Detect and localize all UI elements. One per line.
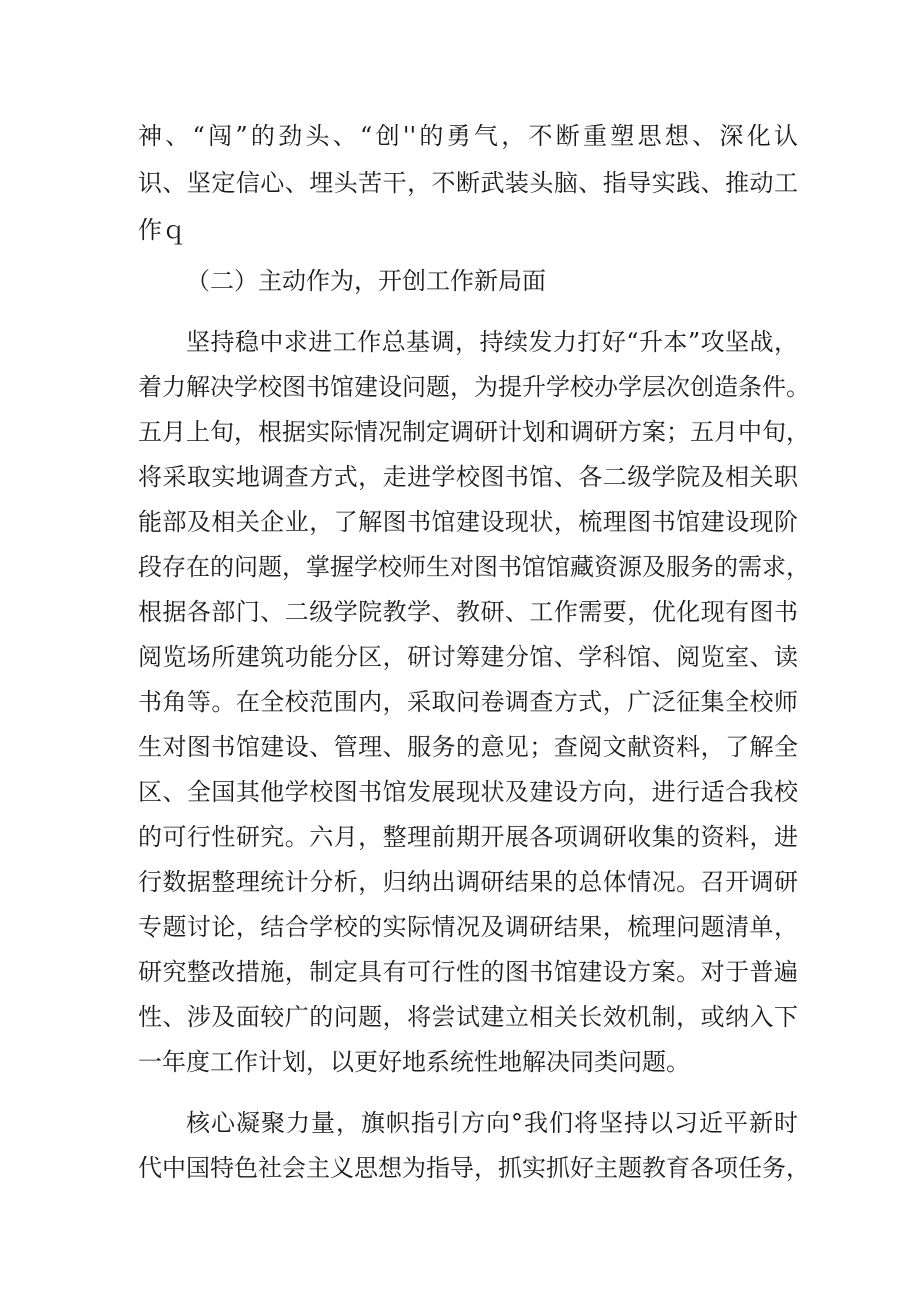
paragraph-2-line-1: 坚持稳中求进工作总基调，持续发力打好“升本”攻坚战， xyxy=(186,328,798,356)
paragraph-2-line-13: 行数据整理统计分析，归纳出调研结果的总体情况。召开调研 xyxy=(138,868,798,896)
paragraph-2-line-11: 区、全国其他学校图书馆发展现状及建设方向，进行适合我校 xyxy=(138,778,798,806)
paragraph-2-line-4: 将采取实地调查方式，走进学校图书馆、各二级学院及相关职 xyxy=(138,463,798,491)
paragraph-2-line-7: 根据各部门、二级学院教学、教研、工作需要，优化现有图书 xyxy=(138,598,798,626)
paragraph-2-line-12: 的可行性研究。六月，整理前期开展各项调研收集的资料，进 xyxy=(138,823,798,851)
paragraph-3-line-2: 代中国特色社会主义思想为指导，抓实抓好主题教育各项任务， xyxy=(138,1154,810,1182)
paragraph-2-line-2: 着力解决学校图书馆建设问题，为提升学校办学层次创造条件。 xyxy=(138,373,810,401)
paragraph-3-line-1: 核心凝聚力量，旗帜指引方向°我们将坚持以习近平新时 xyxy=(186,1109,798,1137)
paragraph-2-line-10: 生对图书馆建设、管理、服务的意见；查阅文献资料，了解全 xyxy=(138,733,798,761)
paragraph-2-line-5: 能部及相关企业，了解图书馆建设现状，梳理图书馆建设现阶 xyxy=(138,508,798,536)
paragraph-2-line-15: 研究整改措施，制定具有可行性的图书馆建设方案。对于普遍 xyxy=(138,958,798,986)
paragraph-1-line-1: 神、“闯”的劲头、“创''的勇气，不断重塑思想、深化认 xyxy=(138,122,798,150)
paragraph-2-line-8: 阅览场所建筑功能分区，研讨筹建分馆、学科馆、阅览室、读 xyxy=(138,643,798,671)
paragraph-2-line-9: 书角等。在全校范围内，采取问卷调查方式，广泛征集全校师 xyxy=(138,688,798,716)
paragraph-1-line-3: 作ｑ xyxy=(138,216,186,244)
paragraph-2-line-16: 性、涉及面较广的问题，将尝试建立相关长效机制，或纳入下 xyxy=(138,1003,798,1031)
paragraph-2-line-3: 五月上旬，根据实际情况制定调研计划和调研方案；五月中旬， xyxy=(138,418,810,446)
section-heading-2: （二）主动作为，开创工作新局面 xyxy=(186,267,546,295)
paragraph-2-line-17: 一年度工作计划，以更好地系统性地解决同类问题。 xyxy=(138,1048,690,1076)
paragraph-1-line-2: 识、坚定信心、埋头苦干，不断武装头脑、指导实践、推动工 xyxy=(138,169,798,197)
paragraph-2-line-14: 专题讨论，结合学校的实际情况及调研结果，梳理问题清单， xyxy=(138,913,798,941)
paragraph-2-line-6: 段存在的问题，掌握学校师生对图书馆馆藏资源及服务的需求， xyxy=(138,553,810,581)
